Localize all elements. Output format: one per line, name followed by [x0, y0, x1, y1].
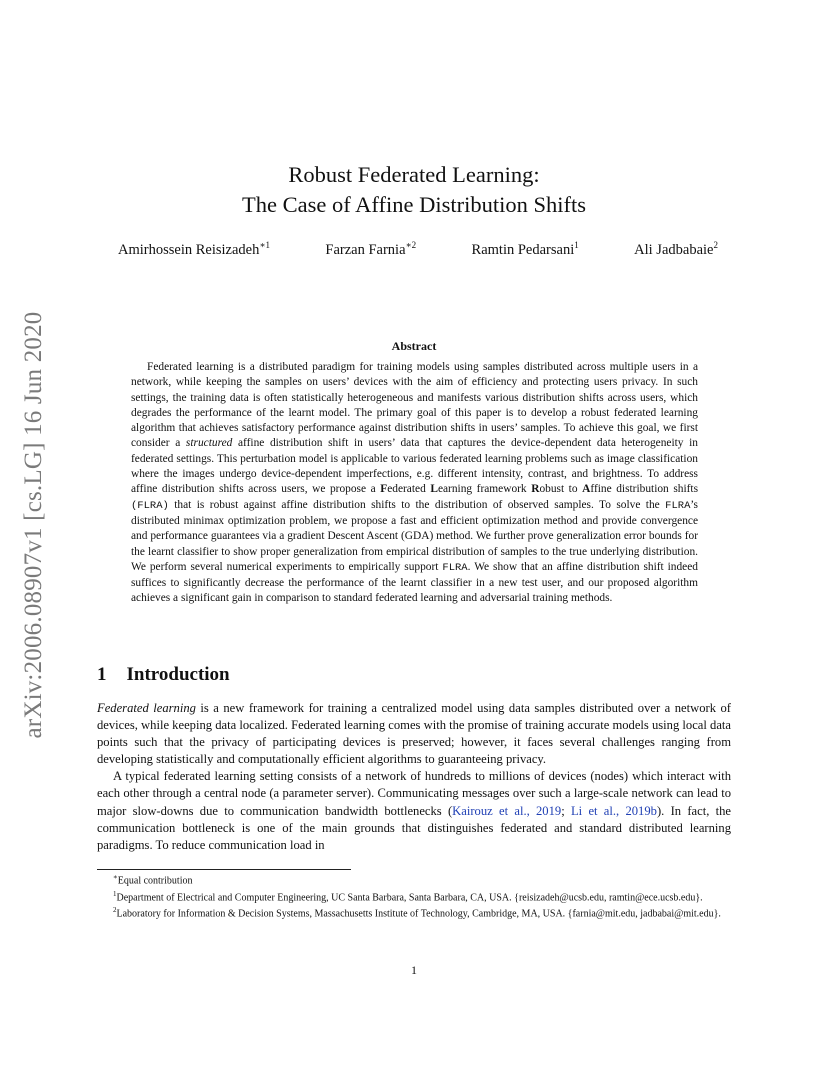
citation-link[interactable]: Li et al., 2019b — [570, 803, 657, 818]
intro-text: A typical federated learning setting consists of a network of hundreds to millions of devices (nodes) which interact with each other through a central node (a parameter server). Communicating messages over such a large-scale network can lead to major slow-downs due to communication bandwidth bottlenecks ( — [97, 769, 731, 818]
arxiv-stamp: arXiv:2006.08907v1 [cs.LG] 16 Jun 2020 — [20, 311, 47, 739]
author-affiliation-mark: ∗2 — [405, 240, 417, 250]
intro-text: ). In fact, the communication bottleneck is one of the main grounds that distinguishes federated and standard distributed learning paradigms. To reduce communication load in — [97, 803, 731, 852]
acronym-letter: F — [380, 483, 388, 496]
method-name-code: FLRA — [665, 499, 691, 512]
footnote-mark: 1 — [113, 889, 117, 898]
footnote-text: Department of Electrical and Computer Engineering, UC Santa Barbara, Santa Barbara, CA, USA. {reisizadeh@ucsb.edu, ramtin@ece.ucsb.edu}. — [116, 891, 703, 903]
citation-link[interactable]: Kairouz et al., 2019 — [452, 803, 562, 818]
abstract-body — [131, 360, 698, 607]
author-name: Farzan Farnia — [325, 241, 406, 258]
intro-text: is a new framework for training a centralized model using data samples distributed over a network of devices, while keeping data localized. Federated learning comes with the promise of training accurate models using local data points such that the privacy of participating devices is preserved; however, it faces several challenges ranging from developing statistically and computationally efficient algorithms to guaranteeing privacy. — [97, 701, 732, 767]
acronym-letter: R — [531, 483, 540, 496]
introduction-body — [97, 700, 731, 854]
footnote-mark: ∗ — [113, 873, 118, 881]
footnotes — [97, 871, 731, 921]
acronym-letter: L — [430, 483, 438, 496]
abstract-text: . We show that an affine distribution shift indeed suffices to significantly decrease the performance of the learnt classifier in a new test user, and our proposed algorithm achieves a significant gain in comparison to standard federated learning and adversarial training methods. — [131, 560, 698, 605]
author — [325, 240, 416, 259]
abstract-text: ffine distribution shifts — [590, 483, 698, 496]
author-affiliation-mark: 2 — [713, 240, 718, 250]
author-affiliation-mark: 1 — [574, 240, 579, 250]
author-affiliation-mark: ∗1 — [259, 240, 270, 250]
abstract-paragraph — [131, 360, 698, 607]
intro-emphasis: Federated learning — [97, 701, 196, 715]
author — [634, 240, 718, 259]
intro-paragraph — [97, 700, 731, 768]
footnote-mark: 2 — [113, 906, 117, 915]
abstract-emphasis: structured — [185, 437, 233, 450]
abstract-text: earning framework — [437, 483, 532, 496]
footnote — [97, 888, 731, 905]
intro-paragraph — [97, 768, 731, 853]
title-line-2: The Case of Affine Distribution Shifts — [242, 192, 586, 217]
abstract-text: ’s distributed minimax optimization problem, we propose a fast and efficient optimization method and provide convergence and performance guarantees via a gradient Descent Ascent (GDA) method. We further prove generalization error bounds for the learnt classifier to show proper generalization from empirical distribution of samples to the true underlying distribution. We perform several numerical experiments to empirically support — [131, 498, 698, 573]
abstract-text: that is robust against affine distribution shifts to the distribution of observed samples. To solve the — [168, 498, 666, 511]
acronym-letter: A — [582, 483, 591, 496]
footnote-text: Laboratory for Information & Decision Systems, Massachusetts Institute of Technology, Cambridge, MA, USA. {farnia@mit.edu, jadbabai@mit.edu}. — [116, 908, 721, 920]
abstract-heading: Abstract — [391, 339, 437, 353]
author-name: Ali Jadbabaie — [634, 241, 714, 258]
intro-text: ; — [561, 803, 571, 818]
abstract-text: obust to — [539, 483, 583, 496]
author — [118, 240, 270, 259]
abstract-text: ederated — [387, 483, 431, 496]
method-name-code: (FLRA) — [131, 499, 169, 512]
page-number: 1 — [411, 963, 417, 977]
title-line-1: Robust Federated Learning: — [288, 162, 540, 187]
author-list — [118, 240, 718, 259]
footnote — [97, 904, 731, 921]
section-title: Introduction — [126, 664, 230, 685]
method-name-code: FLRA — [442, 561, 468, 574]
abstract-text: Federated learning is a distributed paradigm for training models using samples distributed across multiple users in a network, while keeping the samples on users’ devices with the aim of efficiency and protecting users privacy. In such settings, the training data is often statistically heterogeneous and manifests various distribution shifts across users, which degrades the performance of the learnt model. The primary goal of this paper is to develop a robust federated learning algorithm that achieves satisfactory performance against distribution shifts in users’ samples. To achieve this goal, we first consider a — [131, 361, 698, 450]
author — [472, 240, 579, 259]
footnote-text: Equal contribution — [117, 875, 193, 887]
section-heading — [97, 664, 230, 686]
paper-title — [100, 160, 728, 220]
section-number: 1 — [97, 664, 107, 685]
author-name: Amirhossein Reisizadeh — [118, 241, 260, 258]
footnote-divider — [97, 869, 351, 870]
author-name: Ramtin Pedarsani — [471, 241, 575, 258]
abstract-text: affine distribution shift in users’ data that captures the device-dependent data heterogeneity in federated settings. This perturbation model is applicable to various federated learning problems such as image classification where the images undergo device-dependent imperfections, e.g. different intensity, contrast, and brightness. To address affine distribution shifts across users, we propose a — [131, 437, 698, 496]
footnote — [97, 871, 731, 888]
